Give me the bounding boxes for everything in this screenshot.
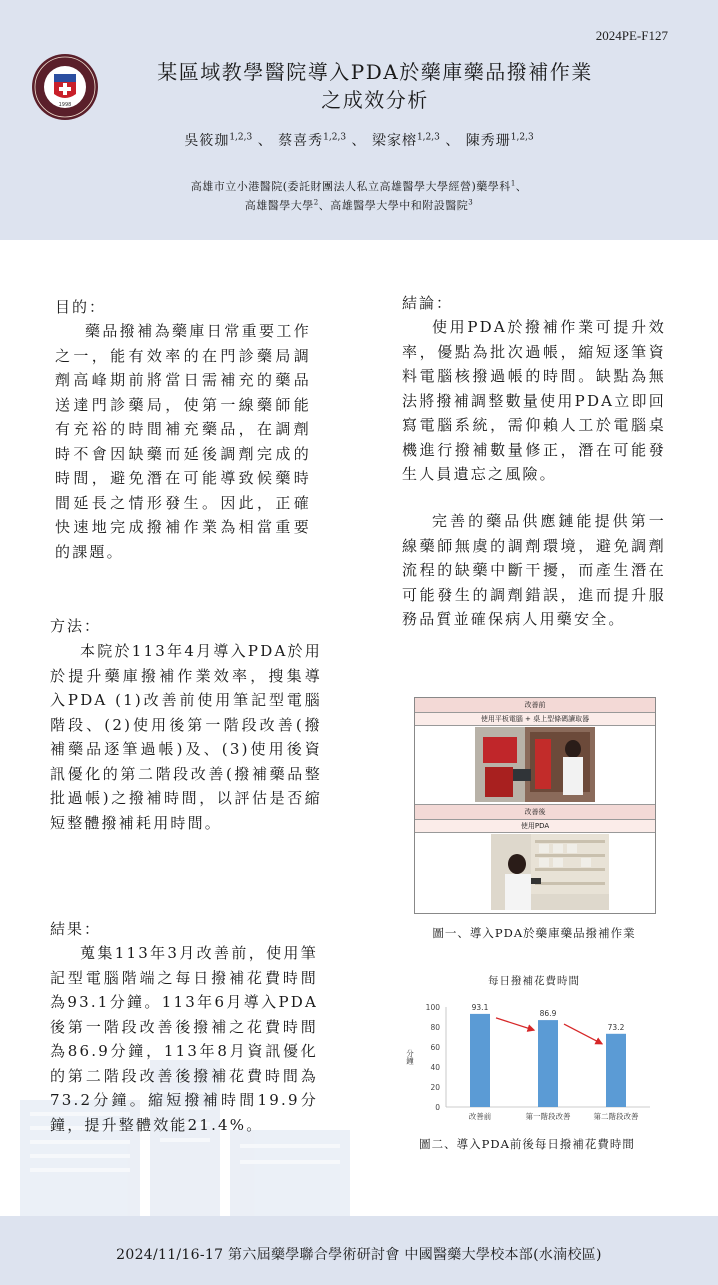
- hospital-logo: [30, 52, 100, 122]
- chart-bar: [606, 1034, 626, 1107]
- y-tick-label: 80: [430, 1023, 440, 1032]
- photo-after: [491, 834, 609, 910]
- method-body: 本院於113年4月導入PDA於用於提升藥庫撥補作業效率，搜集導入PDA (1)改善前使用筆記型電腦階段、(2)使用後第一階段改善(撥補藥品逐筆過帳)及、(3)使用後資訊優化的第二階段改善(撥補藥品整批過帳)之撥補時間，以評估是否縮短整體撥補耗用時間。: [50, 642, 322, 832]
- figure-1-panel: [414, 697, 656, 914]
- footer-text: 2024/11/16-17 第六屆藥學聯合學術研討會 中國醫藥大學校本部(水湳校區): [116, 1247, 602, 1263]
- purpose-heading: 目的：: [55, 298, 107, 316]
- bar-value-label: 86.9: [539, 1009, 557, 1019]
- trend-arrow: [564, 1024, 602, 1044]
- author-name: 梁家榕: [371, 133, 417, 149]
- affiliation-line2: 高雄醫學大學$^2$、高雄醫學大學中和附設醫院$^3$: [244, 198, 474, 212]
- poster-title-line2: 之成效分析: [321, 88, 429, 112]
- bar-value-label: 73.2: [607, 1022, 625, 1032]
- chart-bar: [538, 1020, 558, 1107]
- author-list: [0, 130, 718, 150]
- author-sep: 、: [257, 133, 273, 149]
- figure-1-before-sub: 使用平板電腦 + 桌上型條碼讀取器: [415, 713, 655, 726]
- chart-title: 每日撥補花費時間: [488, 975, 580, 987]
- y-axis-label: 分鐘: [405, 1049, 415, 1065]
- result-heading: 結果：: [50, 920, 102, 938]
- conclusion-body-2: 完善的藥品供應鏈能提供第一線藥師無虞的調劑環境，避免調劑流程的缺藥中斷干擾，而產生潛在可能發生的調劑錯誤，進而提升服務品質並確保病人用藥安全。: [402, 512, 666, 628]
- author-name: 陳秀珊: [465, 133, 511, 149]
- author-sep: 、: [445, 133, 461, 149]
- y-tick-label: 60: [430, 1043, 440, 1052]
- y-tick-label: 20: [430, 1083, 440, 1092]
- author-name: 吳筱珈: [184, 133, 230, 149]
- x-tick-label: 改善前: [468, 1112, 492, 1121]
- author-affil: 1,2,3: [510, 132, 534, 143]
- logo-year: 1998: [58, 102, 72, 108]
- figure-1-after-label: 改善後: [415, 804, 655, 820]
- poster-code: 2024PE-F127: [595, 28, 668, 43]
- bar-value-label: 93.1: [471, 1002, 489, 1012]
- x-tick-label: 第二階段改善: [593, 1112, 639, 1121]
- bar-chart: [400, 995, 660, 1125]
- conclusion-body-1: 使用PDA於撥補作業可提升效率，優點為批次過帳，縮短逐筆資料電腦核撥過帳的時間。缺點為無法將撥補調整數量使用PDA立即回寫電腦系統，需仰賴人工於電腦桌機進行撥補數量修正，潛在可能發生人員遺忘之風險。: [402, 318, 666, 483]
- conclusion-heading: 結論：: [402, 294, 454, 312]
- chart-bar: [470, 1014, 490, 1107]
- figure-2-caption: 圖二、導入PDA前後每日撥補花費時間: [419, 1137, 635, 1151]
- figure-1-after-sub: 使用PDA: [415, 820, 655, 833]
- author-affil: 1,2,3: [323, 132, 347, 143]
- author-affil: 1,2,3: [416, 132, 440, 143]
- y-tick-label: 40: [430, 1063, 440, 1072]
- y-tick-label: 0: [435, 1103, 440, 1112]
- trend-arrow: [496, 1018, 534, 1030]
- figure-1-caption: 圖一、導入PDA於藥庫藥品撥補作業: [432, 926, 636, 940]
- photo-before: [475, 727, 595, 802]
- author-affil: 1,2,3: [229, 132, 253, 143]
- method-heading: 方法：: [50, 617, 102, 635]
- poster-title-line1: 某區域教學醫院導入PDA於藥庫藥品撥補作業: [157, 60, 593, 84]
- figure-1-before-label: 改善前: [415, 698, 655, 713]
- x-tick-label: 第一階段改善: [525, 1112, 571, 1121]
- author-sep: 、: [351, 133, 367, 149]
- purpose-body: 藥品撥補為藥庫日常重要工作之一，能有效率的在門診藥局調劑高峰期前將當日需補充的藥品送達門診藥局，使第一線藥師能有充裕的時間補充藥品，在調劑時不會因缺藥而延後調劑完成的時間，避免潛在可能導致候藥時間延長之情形發生。因此，正確快速地完成撥補作業為相當重要的課題。: [55, 322, 311, 561]
- author-name: 蔡喜秀: [278, 133, 324, 149]
- affiliation-line1: 高雄市立小港醫院(委託財團法人私立高雄醫學大學經營)藥學科$^1$、: [190, 179, 528, 193]
- result-body: 蒐集113年3月改善前，使用筆記型電腦階端之每日撥補花費時間為93.1分鐘。113年6月導入PDA後第一階段改善後撥補之花費時間為86.9分鐘，113年8月資訊優化的第二階段改善後撥補花費時間為73.2分鐘。縮短撥補時間19.9分鐘，提升整體效能21.4%。: [50, 944, 318, 1134]
- y-tick-label: 100: [425, 1003, 440, 1012]
